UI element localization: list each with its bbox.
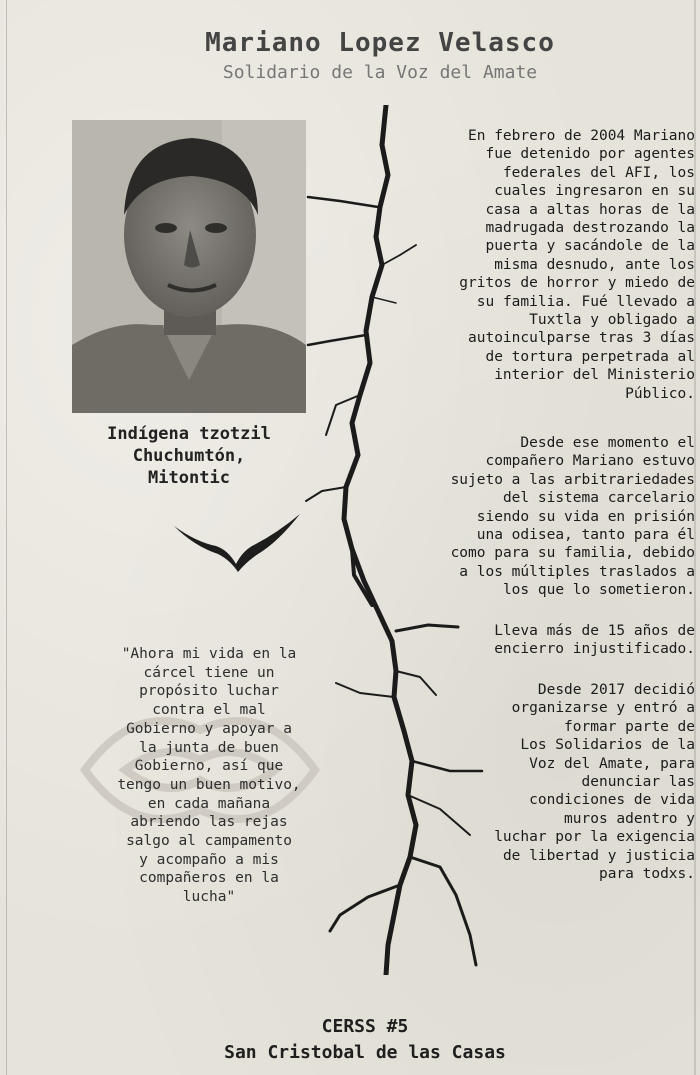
article-line: Desde ese momento el bbox=[520, 435, 695, 451]
caption-line: Chuchumtón, bbox=[132, 446, 246, 466]
article-line: cuales ingresaron en su bbox=[494, 183, 695, 200]
footer-location: San Cristobal de las Casas bbox=[224, 1042, 506, 1063]
article-line: siendo su vida en prisión bbox=[476, 508, 695, 525]
article-line: madrugada destrozando la bbox=[485, 220, 695, 237]
article-line: como para su familia, debido bbox=[450, 545, 695, 562]
article-line: formar parte de bbox=[564, 718, 695, 735]
article-line: federales del AFI, los bbox=[502, 164, 695, 181]
quote-line: cárcel tiene un bbox=[143, 664, 275, 681]
article-line: organizarse y entró a bbox=[511, 700, 695, 717]
article-line: luchar por la exigencia bbox=[494, 829, 695, 846]
article-paragraph-1 bbox=[395, 127, 695, 403]
article-line: autoinculparse tras 3 días bbox=[468, 330, 695, 347]
quote-line: lucha" bbox=[182, 889, 236, 906]
quote-line: tengo un buen motivo, bbox=[117, 776, 301, 793]
portrait-photo bbox=[72, 120, 306, 413]
caption-line: Mitontic bbox=[148, 468, 230, 488]
article-line: misma desnudo, ante los bbox=[494, 256, 695, 273]
article-line: su familia. Fué llevado a bbox=[476, 293, 695, 310]
article-paragraph-3 bbox=[395, 622, 695, 659]
article-paragraph-2 bbox=[395, 434, 695, 600]
quote-line: compañeros en la bbox=[139, 870, 279, 887]
article-line: una odisea, tanto para él bbox=[476, 527, 695, 544]
article-paragraph-4 bbox=[395, 681, 695, 883]
article-line: muros adentro y bbox=[564, 810, 695, 827]
caption-line: Indígena tzotzil bbox=[107, 424, 271, 444]
article-line: gritos de horror y miedo de bbox=[459, 275, 695, 292]
article-line: Lleva más de 15 años de bbox=[494, 623, 695, 639]
page-edge-left bbox=[6, 0, 7, 1075]
quote-line: salgo al campamento bbox=[126, 833, 292, 850]
article-line: sujeto a las arbitrariedades bbox=[450, 471, 695, 488]
quote-line: Gobierno y apoyar a bbox=[126, 720, 292, 737]
article-line: Tuxtla y obligado a bbox=[529, 312, 695, 329]
article-line: denunciar las bbox=[581, 774, 695, 791]
article-line: encierro injustificado. bbox=[494, 641, 695, 658]
article-line: casa a altas horas de la bbox=[485, 201, 695, 218]
article-line: En febrero de 2004 Mariano bbox=[468, 128, 695, 144]
bird-ornament bbox=[172, 512, 304, 574]
article-line: Voz del Amate, para bbox=[529, 755, 695, 772]
article-subtitle: Solidario de la Voz del Amate bbox=[222, 62, 538, 83]
article-line: Público. bbox=[625, 385, 695, 402]
portrait-illustration bbox=[72, 120, 306, 413]
quote-line: contra el mal bbox=[152, 702, 266, 719]
article-line: de libertad y justicia bbox=[502, 847, 695, 864]
quote-block bbox=[84, 645, 334, 907]
footer-institution: CERSS #5 bbox=[321, 1016, 409, 1037]
article-line: de tortura perpetrada al bbox=[485, 348, 695, 365]
article-line: Desde 2017 decidió bbox=[537, 682, 695, 698]
quote-line: propósito luchar bbox=[139, 683, 279, 700]
photo-caption bbox=[72, 423, 306, 489]
quote-line: abriendo las rejas bbox=[130, 814, 288, 831]
quote-line: Gobierno, así que bbox=[134, 758, 284, 775]
article-line: fue detenido por agentes bbox=[485, 146, 695, 163]
quote-line: y acompaño a mis bbox=[139, 851, 279, 868]
article-line: del sistema carcelario bbox=[502, 490, 695, 507]
article-line: para todxs. bbox=[598, 866, 695, 883]
quote-line: en cada mañana bbox=[147, 795, 271, 812]
article-line: a los múltiples traslados a bbox=[459, 563, 695, 580]
article-line: interior del Ministerio bbox=[494, 367, 695, 384]
article-title: Mariano Lopez Velasco bbox=[205, 28, 555, 58]
article-line: los que lo sometieron. bbox=[502, 582, 695, 599]
article-line: compañero Mariano estuvo bbox=[485, 453, 695, 470]
article-line: condiciones de vida bbox=[529, 792, 695, 809]
article-line: puerta y sacándole de la bbox=[485, 238, 695, 255]
article-line: Los Solidarios de la bbox=[520, 737, 695, 754]
quote-line: la junta de buen bbox=[139, 739, 279, 756]
quote-line: "Ahora mi vida en la bbox=[121, 646, 297, 662]
